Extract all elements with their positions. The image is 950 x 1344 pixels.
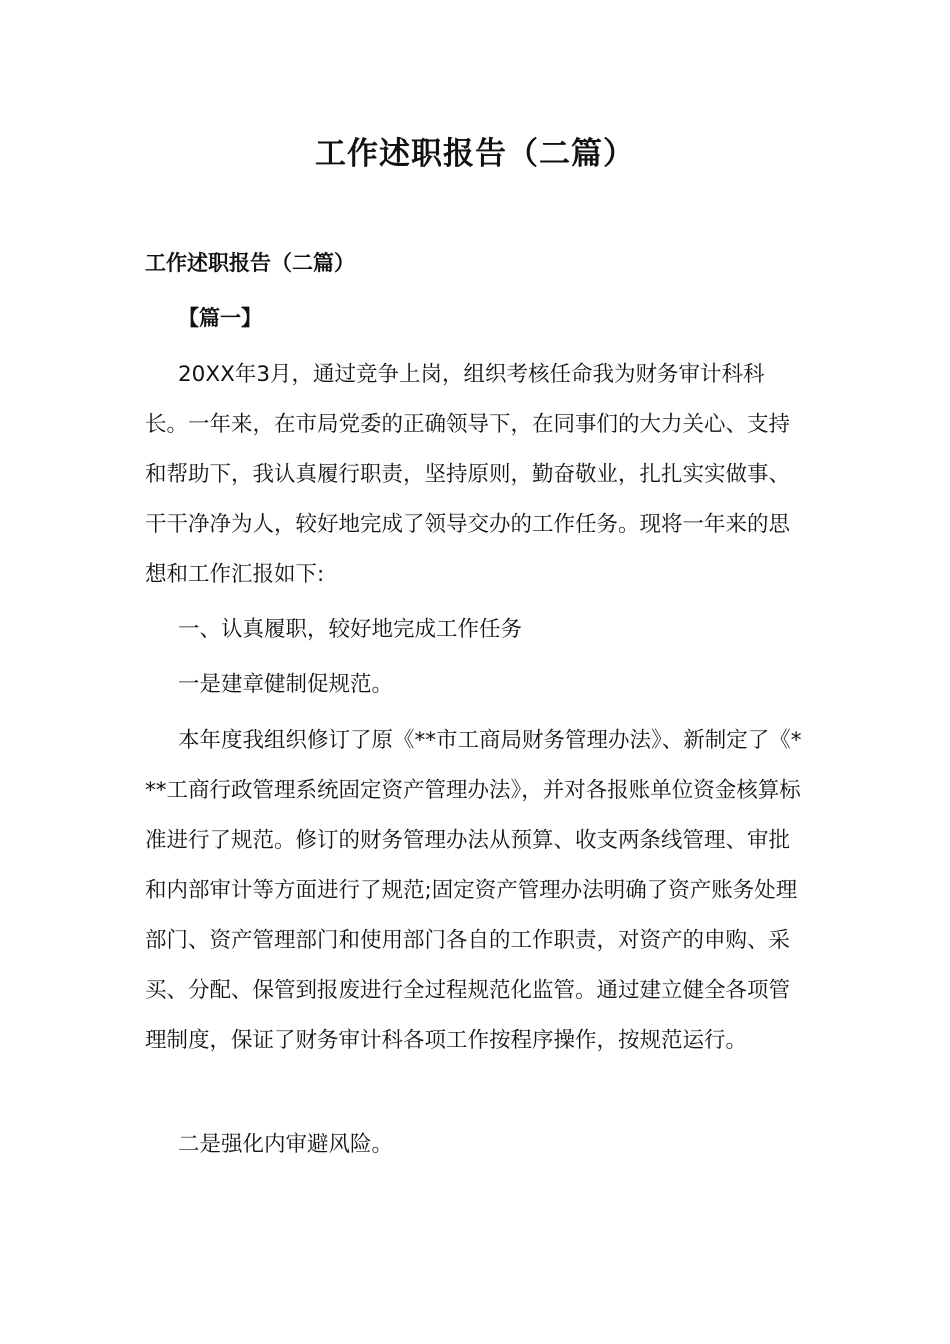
paragraph-point-1-detail: 本年度我组织修订了原《**市工商局财务管理办法》、新制定了《***工商行政管理系统固定资产管理办法》，并对各报账单位资金核算标准进行了规范。修订的财务管理办法从预算、收支两条线管理、审批和内部审计等方面进行了规范;固定资产管理办法明确了资产账务处理部门、资产管理部门和使用部门各自的工作职责，对资产的申购、采买、分配、保管到报废进行全过程规范化监管。通过建立健全各项管理制度，保证了财务审计科各项工作按程序操作，按规范运行。 [145, 728, 802, 1053]
document-title: 工作述职报告（二篇） [315, 136, 635, 172]
paragraph-intro: 20XX年3月，通过竞争上岗，组织考核任命我为财务审计科科长。一年来，在市局党委的正确领导下，在同事们的大力关心、支持和帮助下，我认真履行职责，坚持原则，勤奋敬业，扎扎实实做事、干干净净为人，较好地完成了领导交办的工作任务。现将一年来的思想和工作汇报如下: [145, 362, 791, 587]
paragraph-point-2: 二是强化内审避风险。 [178, 1132, 394, 1157]
document-subtitle: 工作述职报告（二篇） [145, 251, 355, 275]
paragraph-heading-1: 一、认真履职，较好地完成工作任务 [178, 617, 523, 642]
section-label: 【篇一】 [178, 306, 262, 330]
paragraph-point-1: 一是建章健制促规范。 [178, 672, 394, 697]
